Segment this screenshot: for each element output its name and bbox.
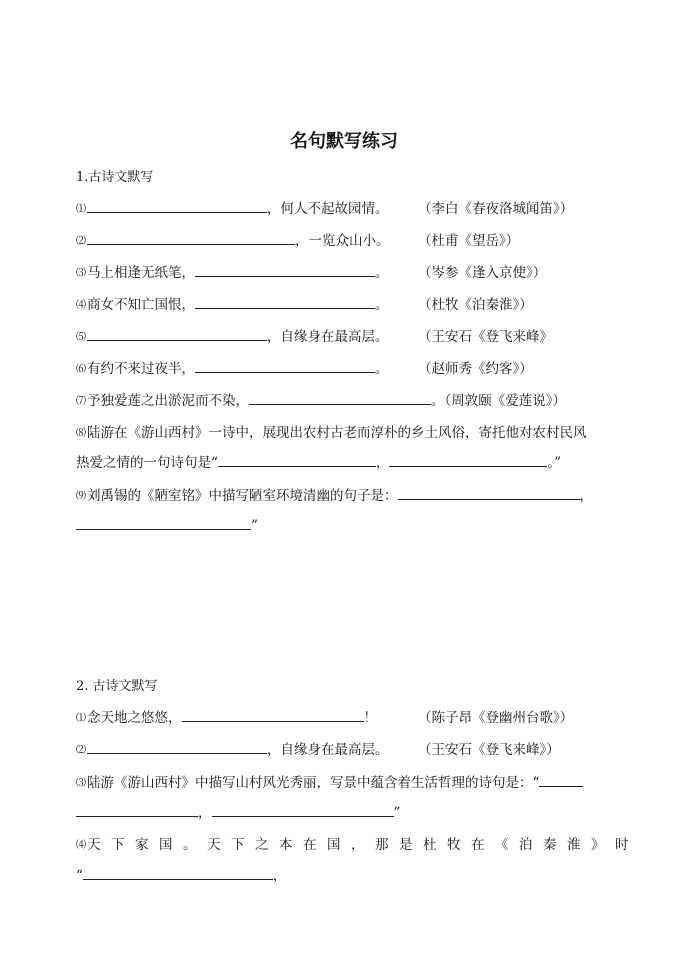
- question-1-9-answer: ”: [76, 516, 258, 536]
- answer-blank[interactable]: [87, 231, 295, 245]
- answer-blank[interactable]: [212, 803, 394, 817]
- answer-blank[interactable]: [76, 516, 251, 530]
- page-title: 名句默写练习: [290, 131, 398, 152]
- question-1-7: ⑺予独爱莲之出淤泥而不染， 。（周敦颐《爱莲说》）: [76, 393, 566, 409]
- question-2-1: ⑴念天地之悠悠， ！ （陈子昂《登幽州台歌》）: [76, 710, 574, 726]
- question-1-4: ⑷商女不知亡国恨， 。 （杜牧《泊秦淮》）: [76, 297, 533, 313]
- answer-blank[interactable]: [195, 263, 375, 277]
- question-2-3-answer: ， ”: [76, 803, 400, 823]
- question-2-2: ⑵ ，自缘身在最高层。 （王安石《登飞来峰》）: [76, 742, 560, 758]
- answer-blank[interactable]: [76, 803, 198, 817]
- answer-blank[interactable]: [389, 453, 547, 467]
- answer-blank[interactable]: [87, 327, 267, 341]
- section-2-heading: 2. 古诗文默写: [76, 679, 158, 694]
- answer-blank[interactable]: [218, 453, 376, 467]
- answer-blank[interactable]: [182, 708, 364, 722]
- answer-blank[interactable]: [539, 773, 583, 787]
- answer-blank[interactable]: [87, 740, 267, 754]
- question-2-4-answer: “ ，: [76, 868, 287, 884]
- question-1-6: ⑹有约不来过夜半， 。 （赵师秀《约客》）: [76, 361, 533, 377]
- question-2-4: ⑷天下家国。天下之本在国，那是杜牧在《泊秦淮》时: [76, 837, 639, 853]
- answer-blank[interactable]: [83, 866, 273, 880]
- question-2-3: ⑶陆游《游山西村》中描写山村风光秀丽，写景中蕴含着生活哲理的诗句是：“: [76, 773, 583, 794]
- answer-blank[interactable]: [195, 295, 375, 309]
- question-1-9: ⑼刘禹锡的《陋室铭》中描写陋室环境清幽的句子是： ，: [76, 488, 593, 504]
- question-1-1: ⑴ ，何人不起故园情。 （李白《春夜洛城闻笛》）: [76, 201, 574, 217]
- answer-blank[interactable]: [87, 199, 267, 213]
- answer-blank[interactable]: [398, 486, 580, 500]
- question-1-5: ⑸ ，自缘身在最高层。 （王安石《登飞来峰》: [76, 329, 553, 345]
- question-1-8: ⑻陆游在《游山西村》一诗中，展现出农村古老而淳朴的乡土风俗，寄托他对农村民风: [76, 425, 587, 441]
- question-1-2: ⑵ ，一览众山小。 （杜甫《望岳》）: [76, 233, 520, 249]
- answer-blank[interactable]: [195, 359, 375, 373]
- section-1-heading: 1.古诗文默写: [76, 170, 154, 185]
- question-1-8-answer: 热爱之情的一句诗句是“ ， 。”: [76, 455, 562, 471]
- question-1-3: ⑶马上相逢无纸笔， 。 （岑参《逢入京使》）: [76, 265, 547, 281]
- answer-blank[interactable]: [249, 391, 431, 405]
